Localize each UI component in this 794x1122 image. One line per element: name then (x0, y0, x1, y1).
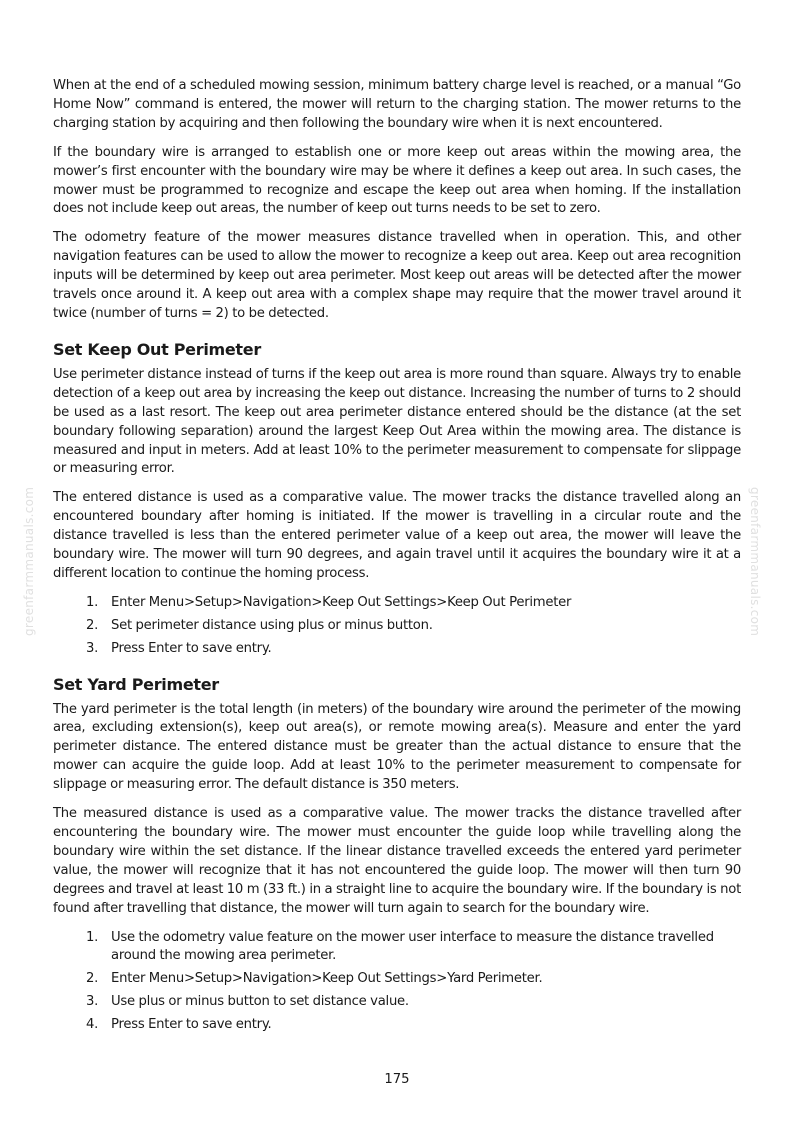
step-number: 3. (86, 994, 99, 1010)
yard-steps-list (53, 929, 741, 1036)
step-number: 2. (86, 971, 99, 987)
step-number: 1. (86, 594, 99, 610)
intro-paragraph-1: When at the end of a scheduled mowing session, minimum battery charge level is reached, or a manual “Go Home Now” command is entered, the mower will return to the charging station. The mower returns to the charging station by acquiring and then following the boundary wire when it is next encountered. (53, 78, 741, 131)
keep-out-steps-list (53, 594, 741, 659)
step-text: Use plus or minus button to set distance value. (111, 994, 409, 1010)
step-text: Use the odometry value feature on the mower user interface to measure the distance travelled around the mowing area perimeter. (111, 929, 714, 964)
list-item (53, 970, 741, 989)
yard-paragraph-1: The yard perimeter is the total length (in meters) of the boundary wire around the perimeter of the mowing area, excluding extension(s), keep out area(s), or remote mowing area(s). Measure and enter the yard perimeter distance. The entered distance must be greater than the actual distance to ensure that the mower can acquire the guide loop. Add at least 10% to the perimeter measurement to compensate for slippage or measuring error. The default distance is 350 meters. (53, 701, 741, 793)
step-number: 1. (86, 929, 99, 945)
step-number: 2. (86, 617, 99, 633)
list-item (53, 617, 741, 636)
section-heading-keep-out-perimeter: Set Keep Out Perimeter (53, 339, 261, 359)
section-heading-yard-perimeter: Set Yard Perimeter (53, 674, 219, 694)
intro-paragraph-2: If the boundary wire is arranged to establish one or more keep out areas within the mowing area, the mower’s first encounter with the boundary wire may be where it defines a keep out area. In such cases, the mower must be programmed to recognize and escape the keep out area when homing. If the installation does not include keep out areas, the number of keep out turns needs to be set to zero. (53, 144, 741, 217)
step-number: 4. (86, 1017, 99, 1033)
list-item (53, 640, 741, 659)
step-text: Enter Menu>Setup>Navigation>Keep Out Settings>Yard Perimeter. (111, 971, 543, 987)
list-item (53, 1016, 741, 1035)
keep-out-paragraph-1: Use perimeter distance instead of turns if the keep out area is more round than square. Always try to enable detection of a keep out area by increasing the keep out distance. Increasing the number of turns to 2 should be used as a last resort. The keep out area perimeter distance entered should be the distance (at the set boundary following separation) around the largest Keep Out Area within the mowing area. The distance is measured and input in meters. Add at least 10% to the perimeter measurement to compensate for slippage or measuring error. (53, 366, 741, 477)
step-text: Set perimeter distance using plus or minus button. (111, 617, 433, 633)
step-text: Press Enter to save entry. (111, 1017, 272, 1033)
yard-paragraph-2: The measured distance is used as a comparative value. The mower tracks the distance travelled after encountering the boundary wire. The mower must encounter the guide loop while travelling along the boundary wire within the set distance. If the linear distance travelled exceeds the entered yard perimeter value, the mower will recognize that it has not encountered the guide loop. The mower will then turn 90 degrees and travel at least 10 m (33 ft.) in a straight line to acquire the boundary wire. If the boundary is not found after travelling that distance, the mower will turn again to search for the boundary wire. (53, 806, 741, 916)
page-number: 175 (384, 1072, 410, 1087)
list-item (53, 929, 741, 967)
keep-out-paragraph-2: The entered distance is used as a comparative value. The mower tracks the distance travelled along an encountered boundary after homing is initiated. If the mower is travelling in a circular route and the distance travelled is less than the entered perimeter value of a keep out area, the mower will leave the boundary wire. The mower will turn 90 degrees, and again travel until it acquires the boundary wire it at a different location to continue the homing process. (53, 490, 741, 581)
step-text: Enter Menu>Setup>Navigation>Keep Out Settings>Keep Out Perimeter (111, 594, 572, 610)
list-item (53, 993, 741, 1012)
step-text: Press Enter to save entry. (111, 640, 272, 656)
list-item (53, 594, 741, 613)
intro-paragraph-3: The odometry feature of the mower measures distance travelled when in operation. This, and other navigation features can be used to allow the mower to recognize a keep out area. Keep out area recognition inputs will be determined by keep out area perimeter. Most keep out areas will be detected after the mower travels once around it. A keep out area with a complex shape may require that the mower travel around it twice (number of turns = 2) to be detected. (53, 230, 741, 321)
watermark-left: greenfarmmanuals.com (22, 486, 36, 636)
step-number: 3. (86, 640, 99, 656)
watermark-right: greenfarmmanuals.com (748, 487, 762, 637)
document-page (53, 77, 741, 1045)
